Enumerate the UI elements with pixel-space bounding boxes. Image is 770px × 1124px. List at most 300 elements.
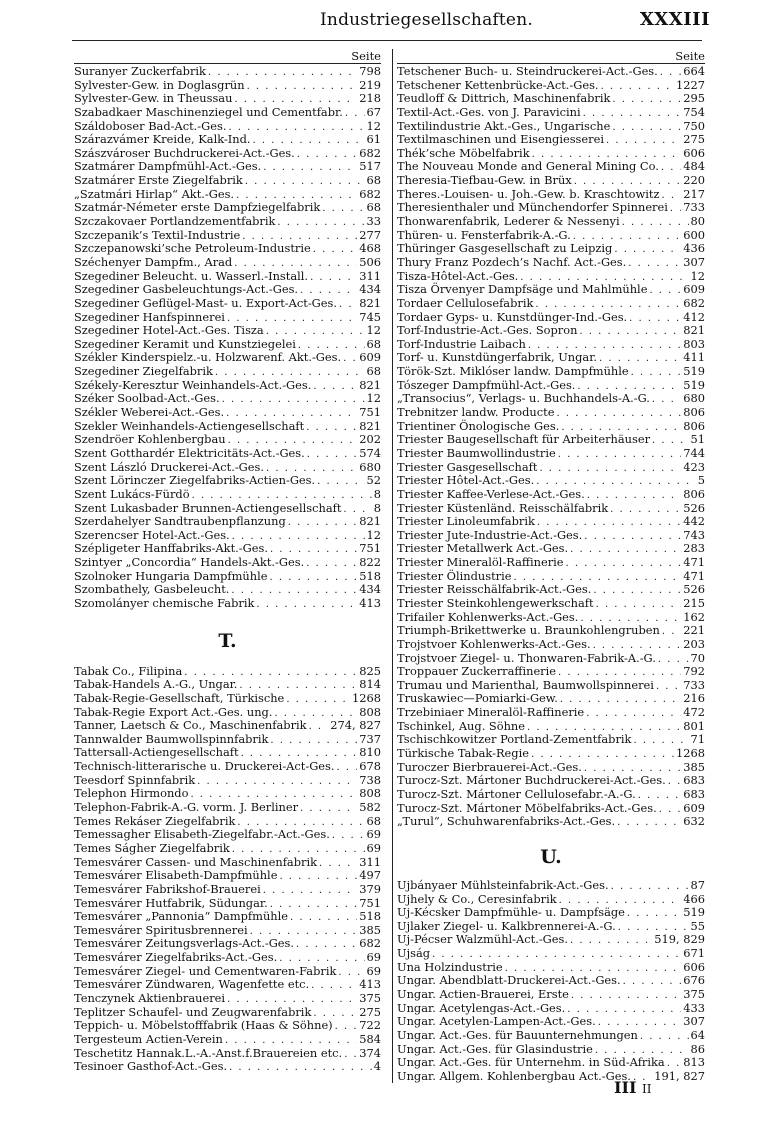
entry-name: Theresia-Tiefbau-Gew. in Brüx	[397, 173, 572, 188]
index-entry	[397, 815, 705, 829]
entry-name: Turoczer Bierbrauerei-Act.-Ges.	[397, 759, 582, 774]
index-entry	[74, 92, 381, 106]
entry-page: 518	[359, 568, 381, 583]
leader-dots	[300, 801, 357, 816]
entry-page: 526	[683, 500, 705, 515]
leader-dots	[335, 1019, 358, 1034]
entry-page: 8	[373, 500, 381, 515]
entry-page: 808	[359, 704, 381, 719]
index-entry	[74, 678, 381, 692]
entry-name: Temes Rekáser Ziegelfabrik	[74, 813, 236, 828]
entry-page: 69	[366, 840, 381, 855]
index-entry	[397, 733, 705, 747]
entry-name: Ujhely & Co., Ceresinfabrik	[397, 891, 557, 906]
index-entry	[74, 420, 381, 434]
entry-page: 825	[359, 663, 381, 678]
signature-mark-sub: II	[642, 1082, 652, 1096]
index-entry	[74, 951, 381, 965]
entry-page: 519, 829	[654, 932, 705, 947]
entry-page: 219	[359, 77, 381, 92]
index-entry	[74, 665, 381, 679]
entry-name: Ungar. Acetylen-Lampen-Act.-Ges.	[397, 1014, 596, 1029]
entry-name: Ungar. Actien-Brauerei, Erste	[397, 987, 569, 1001]
signature-mark	[614, 1078, 652, 1097]
entry-page: 803	[683, 336, 705, 351]
entry-page: 519	[683, 364, 705, 379]
entry-name: Szerencser Hotel-Act.-Ges.	[74, 527, 230, 542]
index-entry	[74, 760, 381, 774]
leader-dots	[306, 420, 357, 435]
index-entry	[74, 733, 381, 747]
entry-page: 68	[366, 336, 381, 351]
entry-page: 678	[359, 759, 381, 774]
entry-name: Ungar. Act.-Ges. für Bauunternehmungen	[397, 1027, 638, 1042]
entry-page: 216	[683, 691, 705, 706]
entry-page: 68	[366, 364, 381, 379]
entry-name: Székler Kinderspielz.-u. Holzwarenf. Akt.-Ges.	[74, 350, 342, 365]
index-entry	[74, 270, 381, 284]
index-entry	[397, 283, 705, 297]
entry-page: 468	[359, 241, 381, 256]
entry-name: Telephon Hirmondo	[74, 786, 189, 801]
leader-dots	[197, 774, 357, 789]
entry-name: Szent Gotthardér Elektricitäts-Act.-Ges.	[74, 445, 305, 460]
entry-name: Tannwalder Baumwollspinnfabrik	[74, 731, 269, 746]
entry-page: 484	[683, 159, 705, 174]
leader-dots	[612, 120, 681, 135]
index-entry	[74, 65, 381, 79]
index-entry	[397, 597, 705, 611]
entry-name: Szászvároser Buchdruckerei-Act.-Ges.	[74, 145, 295, 160]
entry-page: 87	[690, 877, 705, 892]
entry-page: 385	[683, 759, 705, 774]
entry-name: Tetschener Buch- u. Steindruckerei-Act.-Ges.	[397, 64, 658, 78]
entry-page: 4	[373, 1059, 381, 1074]
entry-page: 217	[683, 186, 705, 201]
entry-name: Triester Linoleumfabrik	[397, 514, 535, 529]
entry-page: 733	[683, 200, 705, 215]
entry-name: Szabadkaer Maschinenziegel und Cementfabr.	[74, 104, 343, 119]
entry-name: Tabak-Regie Export Act.-Ges. ung.	[74, 704, 273, 719]
index-entry	[74, 447, 381, 461]
index-entry	[397, 988, 705, 1002]
entry-name: Thüringer Gasgesellschaft zu Leipzig	[397, 241, 613, 256]
leader-dots	[649, 283, 681, 298]
entry-page: 821	[683, 323, 705, 338]
index-entry	[397, 365, 705, 379]
entry-page: 683	[683, 773, 705, 788]
index-entry	[397, 147, 705, 161]
leader-dots	[296, 937, 357, 952]
left-column	[74, 49, 381, 1074]
entry-name: Szegediner Hanfspinnerei	[74, 309, 225, 324]
entry-name: Thék’sche Möbelfabrik	[397, 145, 530, 160]
index-entry	[397, 160, 705, 174]
index-entry	[397, 201, 705, 215]
seite-label: Seite	[351, 49, 381, 63]
index-entry	[74, 801, 381, 815]
entry-page: 411	[683, 350, 705, 365]
entry-page: 12	[366, 527, 381, 542]
entry-page: 466	[683, 891, 705, 906]
leader-dots	[332, 828, 365, 843]
index-entry	[74, 351, 381, 365]
index-entry	[397, 120, 705, 134]
entry-name: Szczepanik’s Textil-Industrie	[74, 227, 241, 242]
entry-name: Triester Hôtel-Act.-Ges.	[397, 473, 535, 488]
index-entry	[74, 1060, 381, 1074]
entry-name: Theresienthaler und Münchendorfer Spinnerei	[397, 200, 668, 215]
entry-page: 821	[359, 514, 381, 529]
entry-name: Tenczynek Aktienbrauerei	[74, 991, 226, 1005]
entry-page: 442	[683, 514, 705, 529]
entry-page: 519	[683, 377, 705, 392]
index-entry	[74, 188, 381, 202]
entry-page: 433	[683, 1000, 705, 1015]
index-entry	[74, 242, 381, 256]
entry-name: Temesvárer Elisabeth-Dampfmühle	[74, 868, 278, 883]
index-entry	[397, 406, 705, 420]
entry-name: Szombathely, Gasbeleucht.	[74, 582, 230, 597]
index-entry	[74, 502, 381, 516]
entry-page: 1227	[676, 77, 705, 92]
leader-dots	[313, 379, 357, 394]
entry-name: Triester Baumwollindustrie	[397, 445, 556, 460]
entry-page: 86	[690, 1041, 705, 1056]
entry-page: 202	[359, 432, 381, 447]
entry-page: 69	[366, 827, 381, 842]
entry-page: 821	[359, 295, 381, 310]
entry-name: Szolnoker Hungaria Dampfmühle	[74, 568, 268, 583]
entry-page: 275	[683, 132, 705, 147]
index-entry	[74, 515, 381, 529]
page-title: Industriegesellschaften.	[320, 10, 533, 30]
entry-name: Technisch-litterarische u. Druckerei-Act-Ges.	[74, 759, 335, 774]
entry-name: Turocz-Szt. Mártoner Buchdruckerei-Act.-Ges.	[397, 773, 666, 788]
index-entry	[74, 215, 381, 229]
entry-page: 671	[683, 946, 705, 961]
page-header	[70, 6, 710, 36]
entry-name: Trzebiniaer Mineralöl-Raffinerie	[397, 705, 585, 720]
entry-name: Szatmár-Németer erste Dampfziegelfabrik	[74, 200, 321, 215]
index-entry	[74, 842, 381, 856]
entry-page: 743	[683, 527, 705, 542]
entry-page: 68	[366, 813, 381, 828]
entry-name: Szczakovaer Portlandzementfabrik	[74, 214, 276, 229]
entry-name: Szatmárer Dampfmühl-Act.-Ges.	[74, 159, 262, 174]
leader-dots	[539, 461, 681, 476]
entry-page: 606	[683, 145, 705, 160]
index-entry	[397, 624, 705, 638]
entry-page: 582	[359, 800, 381, 815]
entry-name: Tabak-Handels A.-G., Ungar.	[74, 677, 238, 692]
index-entry	[74, 160, 381, 174]
leader-dots	[309, 719, 329, 734]
index-entry	[74, 474, 381, 488]
right-column	[392, 49, 705, 1083]
entry-name: Tisza Örvenyer Dampfsäge und Mahlmühle	[397, 282, 648, 297]
entry-page: 374	[359, 1045, 381, 1060]
entry-page: 821	[359, 377, 381, 392]
leader-dots	[222, 392, 365, 407]
entry-page: 413	[359, 595, 381, 610]
entry-name: Ungar. Acetylengas-Act.-Ges.	[397, 1000, 566, 1015]
index-entry	[74, 965, 381, 979]
leader-dots	[556, 406, 681, 421]
entry-name: Torf-Industrie Laibach	[397, 336, 526, 351]
entry-name: Triester Küstenländ. Reisschälfabrik	[397, 500, 609, 515]
entry-name: Tordaer Gyps- u. Kunstdünger-Ind.-Ges.	[397, 309, 628, 324]
index-entry	[397, 215, 705, 229]
leader-dots	[593, 583, 681, 598]
entry-name: Thury Franz Pozdech’s Nachf. Act.-Ges.	[397, 254, 627, 269]
entry-page: 5	[697, 473, 705, 488]
entry-page: 375	[683, 987, 705, 1001]
entry-page: 600	[683, 227, 705, 242]
signature-mark-main: III	[614, 1078, 637, 1097]
entry-name: Sylvester-Gew. in Theussau	[74, 91, 233, 106]
entry-name: Szegediner Beleucht. u. Wasserl.-Install.	[74, 268, 309, 283]
leader-dots	[337, 760, 358, 775]
index-entry	[397, 351, 705, 365]
header-rule	[72, 40, 702, 41]
leader-dots	[339, 297, 357, 312]
entry-name: Szegediner Hotel-Act.-Ges. Tisza	[74, 323, 264, 338]
index-entry	[397, 529, 705, 543]
entry-page: 750	[683, 118, 705, 133]
index-entry	[397, 692, 705, 706]
leader-dots	[586, 706, 681, 721]
entry-page: 751	[359, 895, 381, 910]
entry-name: Tabak Co., Filipina	[74, 663, 183, 678]
entry-name: Teschetitz Hannak.L.-A.-Anst.f.Brauereien etc.	[74, 1045, 343, 1060]
entry-page: 33	[366, 214, 381, 229]
leader-dots	[229, 1060, 372, 1075]
entry-name: Triester Metallwerk Act.-Ges.	[397, 541, 569, 556]
entry-page: 680	[683, 391, 705, 406]
index-entry	[397, 774, 705, 788]
entry-page: 806	[683, 486, 705, 501]
index-entry	[397, 461, 705, 475]
entry-name: Torf-Industrie-Act.-Ges. Sopron	[397, 323, 578, 338]
entry-page: 737	[359, 731, 381, 746]
page-number: XXXIII	[639, 9, 710, 30]
index-entry	[397, 638, 705, 652]
entry-page: 162	[683, 609, 705, 624]
index-entry	[74, 338, 381, 352]
entry-page: 472	[683, 705, 705, 720]
entry-page: 497	[359, 868, 381, 883]
entry-page: 682	[359, 186, 381, 201]
index-entry	[397, 1029, 705, 1043]
entry-name: Theres.-Louisen- u. Joh.-Gew. b. Kraschtowitz	[397, 186, 660, 201]
entry-page: 574	[359, 445, 381, 460]
entry-name: Ungar. Act.-Ges. für Glasindustrie	[397, 1041, 593, 1056]
leader-dots	[631, 365, 682, 380]
index-entry	[397, 1002, 705, 1016]
index-entry	[74, 992, 381, 1006]
leader-dots	[344, 1047, 357, 1062]
leader-dots	[313, 242, 358, 257]
index-entry	[397, 879, 705, 893]
entry-name: Szent Lukasbader Brunnen-Actiengesellschaft	[74, 500, 342, 515]
entry-name: Temes Ságher Ziegelfabrik	[74, 840, 230, 855]
leader-dots	[629, 311, 681, 326]
entry-name: Textil-Act.-Ges. von J. Paravicini	[397, 104, 581, 119]
leader-dots	[270, 733, 357, 748]
leader-dots	[343, 351, 357, 366]
entry-page: 813	[683, 1055, 705, 1070]
index-entry	[397, 556, 705, 570]
entry-name: Ujság	[397, 946, 431, 961]
entry-page: 307	[683, 1014, 705, 1029]
index-entry	[74, 365, 381, 379]
leader-dots	[640, 1029, 689, 1044]
entry-name: Turocz-Szt. Mártoner Cellulosefabr.-A.-G.	[397, 786, 636, 801]
index-entry	[397, 893, 705, 907]
entry-name: Temesvárer Zündwaren, Wagenfette etc.	[74, 977, 310, 992]
leader-dots	[263, 160, 357, 175]
entry-name: Tattersall-Actiengesellschaft	[74, 745, 239, 760]
index-entry	[74, 311, 381, 325]
index-entry	[74, 787, 381, 801]
leader-dots	[263, 883, 358, 898]
leader-dots	[601, 79, 674, 94]
entry-page: 738	[359, 772, 381, 787]
index-entry	[397, 392, 705, 406]
index-entry	[74, 746, 381, 760]
entry-name: Szczepanowski’sche Petroleum-Industrie	[74, 241, 311, 256]
entry-page: 526	[683, 582, 705, 597]
entry-name: Trifailer Kohlenwerks-Act.-Ges.	[397, 609, 579, 624]
leader-dots	[247, 79, 358, 94]
index-entry	[74, 597, 381, 611]
index-entry	[397, 933, 705, 947]
entry-page: 12	[366, 323, 381, 338]
index-entry	[397, 229, 705, 243]
entry-name: Triester Kaffee-Verlese-Act.-Ges.	[397, 486, 585, 501]
entry-page: 12	[366, 118, 381, 133]
entry-name: Ungar. Allgem. Kohlenbergbau Act.-Ges.	[397, 1068, 631, 1083]
index-entry	[397, 447, 705, 461]
index-entry	[397, 65, 705, 79]
entry-name: Trojstvoer Ziegel- u. Thonwaren-Fabrik-A.-G.	[397, 650, 656, 665]
entry-name: Száldoboser Bad-Act.-Ges.	[74, 118, 227, 133]
entry-page: 806	[683, 405, 705, 420]
entry-page: 821	[359, 418, 381, 433]
index-entry	[74, 79, 381, 93]
entry-name: Szent Lörinczer Ziegelfabriks-Actien-Ges.	[74, 473, 316, 488]
entry-name: Turocz-Szt. Mártoner Möbelfabriks-Act.-Ges.	[397, 800, 657, 815]
leader-dots	[286, 692, 350, 707]
entry-name: Türkische Tabak-Regie	[397, 746, 529, 761]
entry-page: 67	[366, 104, 381, 119]
leader-dots	[317, 474, 364, 489]
entry-page: 733	[683, 677, 705, 692]
index-entry	[397, 570, 705, 584]
leader-dots	[306, 556, 357, 571]
entry-name: Szépligeter Hanffabriks-Akt.-Ges.	[74, 541, 268, 556]
leader-dots	[310, 270, 357, 285]
index-entry	[397, 961, 705, 975]
entry-page: 822	[359, 555, 381, 570]
index-entry	[397, 502, 705, 516]
leader-dots	[627, 906, 681, 921]
section-heading-u: U.	[540, 845, 562, 868]
entry-page: 436	[683, 241, 705, 256]
index-entry	[397, 379, 705, 393]
leader-dots	[279, 869, 357, 884]
entry-page: 808	[359, 786, 381, 801]
entry-page: 471	[683, 555, 705, 570]
leader-dots	[659, 802, 682, 817]
index-entry	[397, 433, 705, 447]
entry-name: Triester Jute-Industrie-Act.-Ges.	[397, 527, 583, 542]
index-entry	[397, 488, 705, 502]
leader-dots	[617, 815, 681, 830]
index-entry	[397, 1043, 705, 1057]
entry-page: 385	[359, 922, 381, 937]
leader-dots	[611, 879, 689, 894]
index-entry	[74, 106, 381, 120]
entry-page: 745	[359, 309, 381, 324]
entry-page: 517	[359, 159, 381, 174]
entry-page: 283	[683, 541, 705, 556]
index-entry	[397, 338, 705, 352]
index-entry	[397, 947, 705, 961]
index-entry	[74, 774, 381, 788]
index-entry	[397, 324, 705, 338]
entry-page: 215	[683, 595, 705, 610]
entry-page: 307	[683, 254, 705, 269]
entry-page: 12	[690, 268, 705, 283]
entry-page: 295	[683, 91, 705, 106]
entry-name: Textilindustrie Akt.-Ges., Ungarische	[397, 118, 611, 133]
section-heading-t: T.	[218, 629, 237, 652]
index-entry	[74, 1006, 381, 1020]
entry-name: The Nouveau Monde and General Mining Co.	[397, 159, 659, 174]
entry-name: Trojstvoer Kohlenwerks-Act.-Ges.	[397, 636, 591, 651]
index-entry	[74, 719, 381, 733]
index-entry	[397, 297, 705, 311]
leader-dots	[661, 160, 681, 175]
entry-name: Tószeger Dampfmühl-Act.-Ges.	[397, 377, 576, 392]
leader-dots	[288, 515, 357, 530]
index-entry	[397, 256, 705, 270]
entry-name: Temesvárer Cassen- und Maschinenfabrik	[74, 854, 318, 869]
index-entry	[397, 761, 705, 775]
index-entry	[397, 1056, 705, 1070]
leader-dots	[290, 910, 357, 925]
index-entry	[397, 270, 705, 284]
entry-page: 375	[359, 991, 381, 1005]
entry-name: Temesvárer „Pannonia“ Dampfmühle	[74, 909, 288, 924]
entry-name: Teplitzer Schaufel- und Zeugwarenfabrik	[74, 1004, 312, 1019]
entry-name: Temesvárer Hutfabrik, Südungar.	[74, 895, 268, 910]
leader-dots	[319, 856, 357, 871]
entry-name: Szegediner Gasbeleuchtungs-Act.-Ges.	[74, 282, 299, 297]
index-entry	[74, 883, 381, 897]
entry-name: Szomolányer chemische Fabrik	[74, 595, 255, 610]
entry-name: Temesvárer Spiritusbrennerei	[74, 922, 248, 937]
index-entry	[397, 747, 705, 761]
index-entry	[74, 897, 381, 911]
index-entry	[397, 652, 705, 666]
index-entry	[74, 488, 381, 502]
entry-page: 412	[683, 309, 705, 324]
leader-dots	[656, 679, 681, 694]
entry-page: 68	[366, 173, 381, 188]
